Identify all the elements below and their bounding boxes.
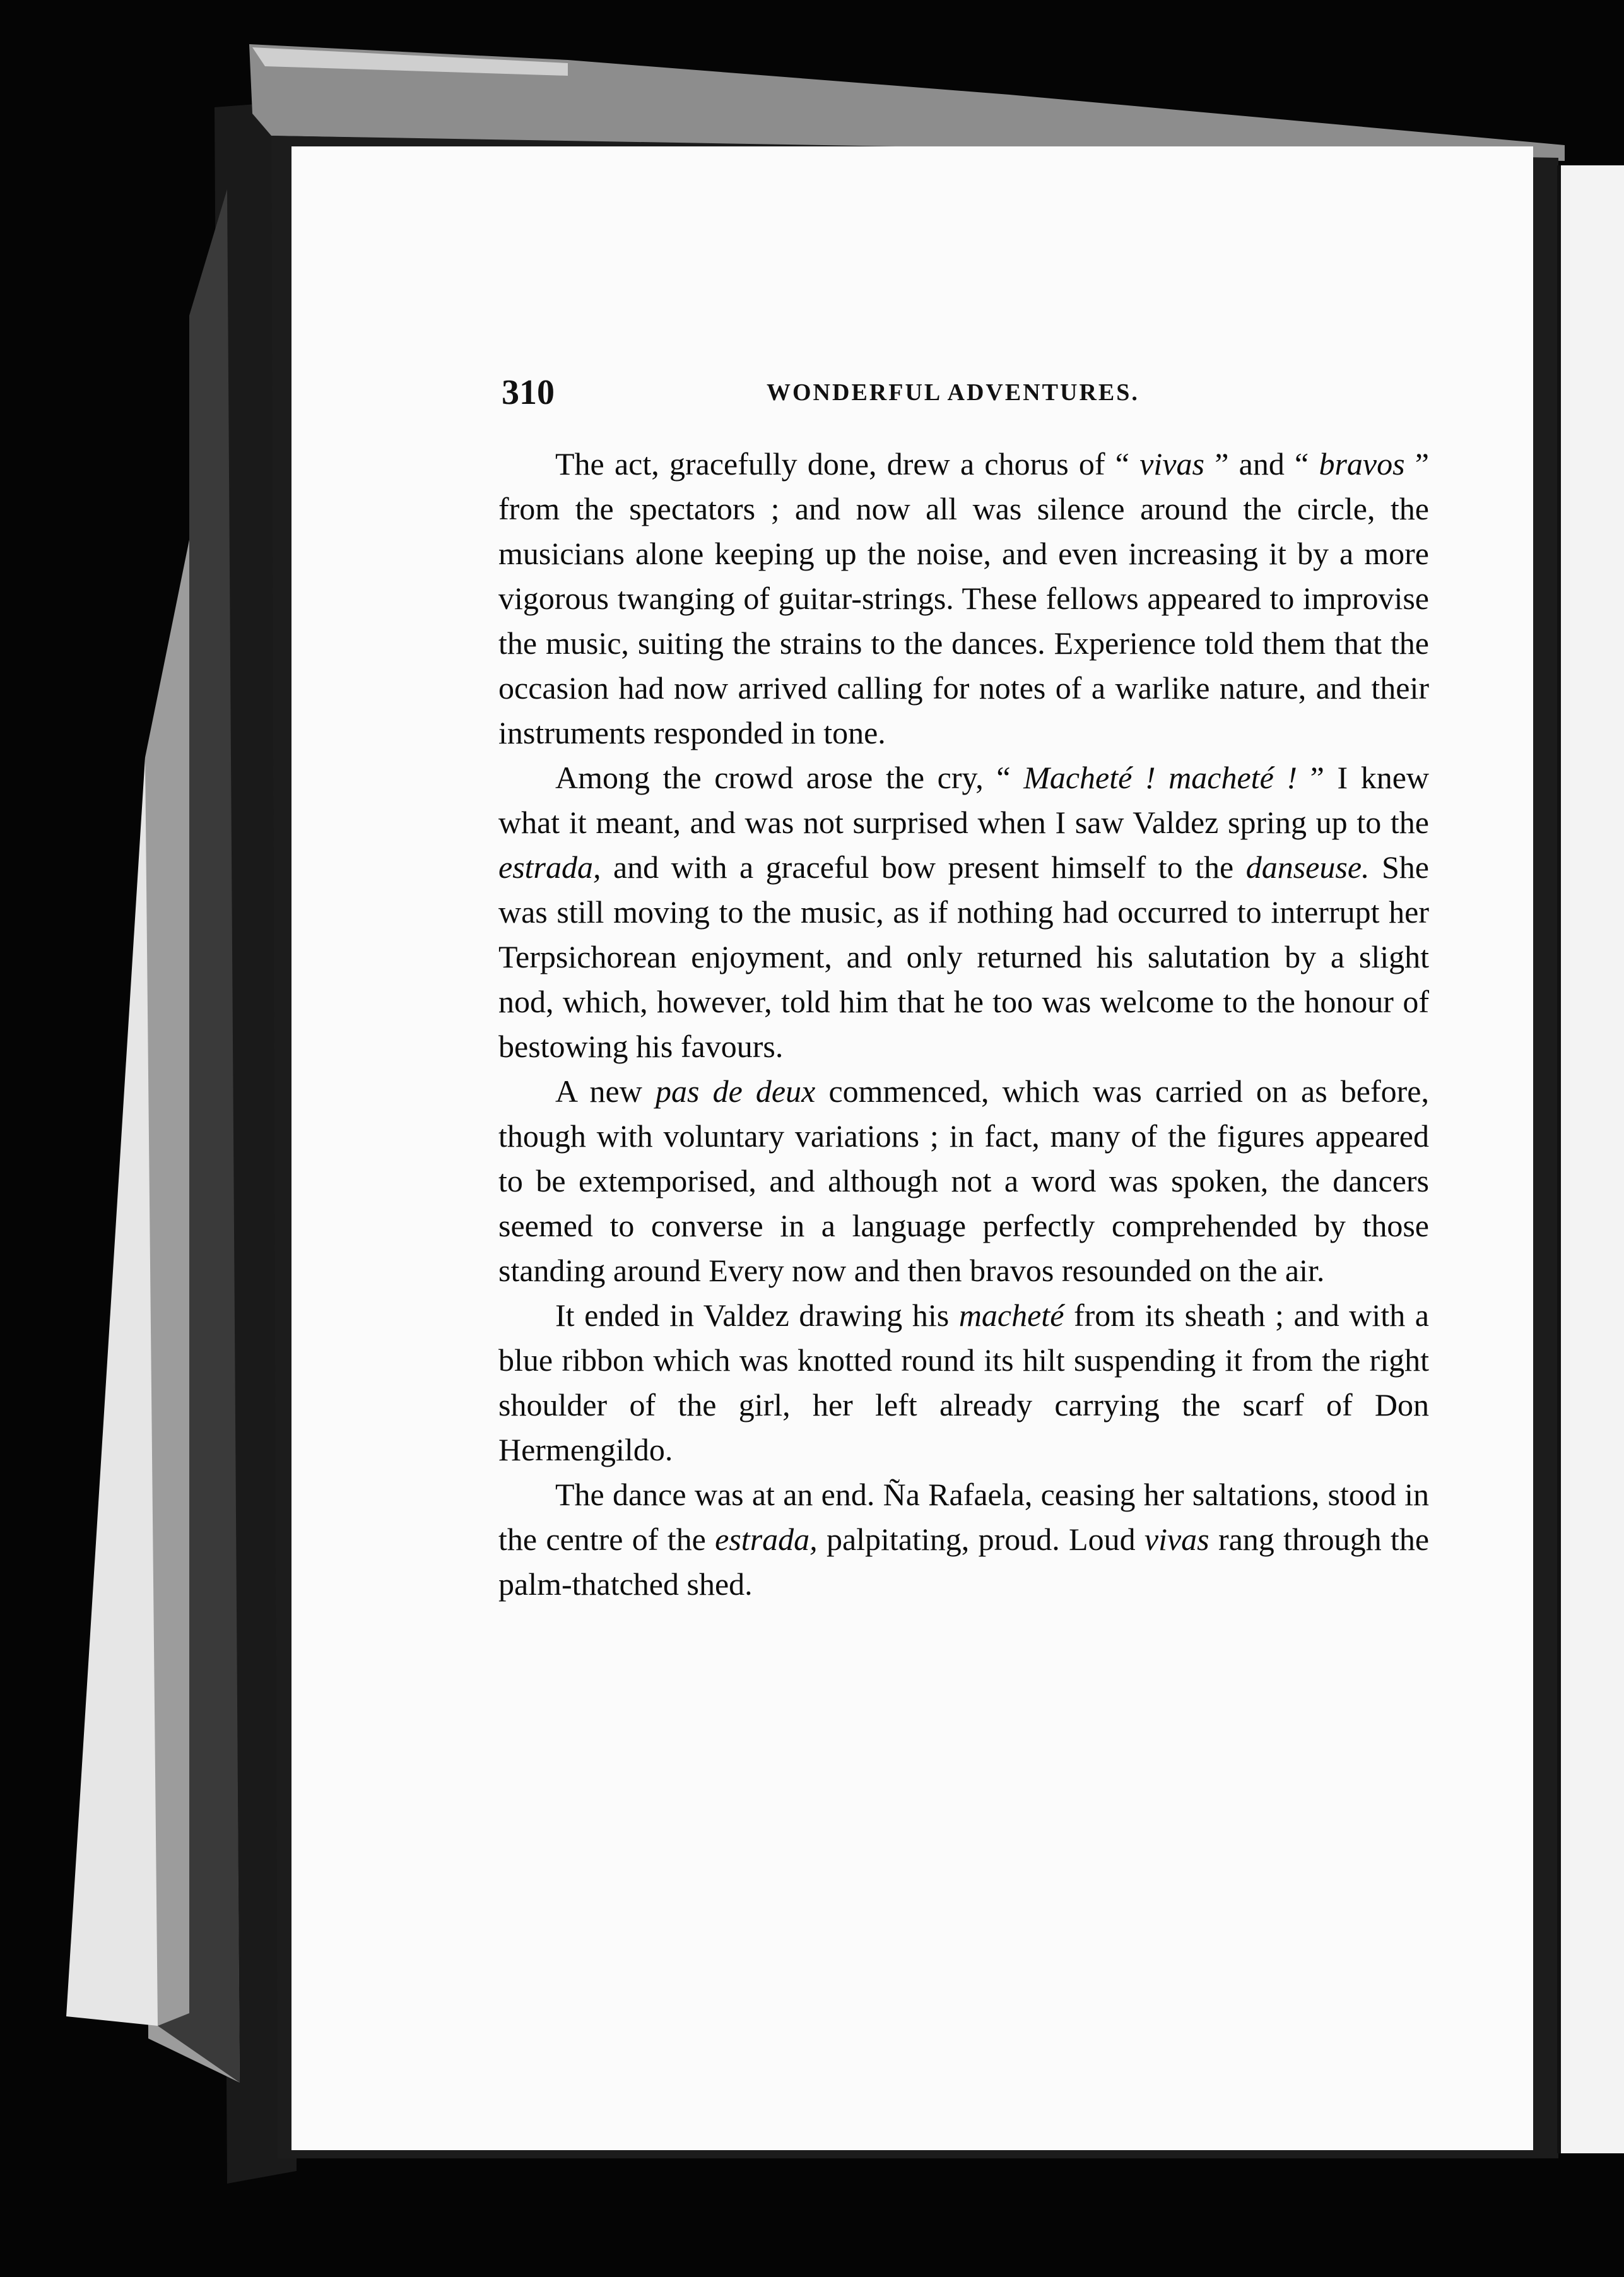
text-run: rang through the palm-thatched shed. <box>498 1522 1430 1602</box>
text-run: The dance was at an end. Ña Rafaela, ceasing her saltations, stood in the centre of the <box>498 1477 1429 1557</box>
paragraph <box>498 755 1429 1069</box>
text-run: palpitating, proud. Loud <box>817 1522 1144 1557</box>
paragraph <box>498 1069 1429 1293</box>
italic-text: danseuse. <box>1245 849 1370 885</box>
paragraph <box>498 1293 1429 1472</box>
italic-text: macheté <box>958 1298 1064 1333</box>
text-run: commenced, which was carried on as before, though with voluntary variations ; in fact, many of the figures appeared to be extemporised, and although not a word was spoken, the dancers seemed to converse in a language perfectly comprehended by those standing around Every now and then bravos resounded on the air. <box>498 1073 1429 1288</box>
italic-text: bravos <box>1319 446 1405 482</box>
text-run: from its sheath ; and with a blue ribbon which was knotted round its hilt suspending it from the right shoulder of the girl, her left already carrying the scarf of Don Hermengildo. <box>498 1298 1429 1467</box>
text-run: It ended in Valdez drawing his <box>555 1298 959 1333</box>
text-run: ” from the spectators ; and now all was silence around the circle, the musicians alone keeping up the noise, and even increasing it by a more vigorous twanging of guitar-strings. These fellows appeared to improvise the music, suiting the strains to the dances. Experience told them that the occasion had now arrived calling for notes of a warlike nature, and their instruments responded in tone. <box>498 446 1430 750</box>
page-number: 310 <box>502 373 555 412</box>
italic-text: estrada, <box>715 1522 818 1557</box>
italic-text: vivas <box>1144 1522 1209 1557</box>
italic-text: Macheté ! macheté ! <box>1023 760 1298 795</box>
text-run: The act, gracefully done, drew a chorus of “ <box>555 446 1140 482</box>
facing-page-edge <box>1557 165 1624 2153</box>
text-run: She was still moving to the music, as if nothing had occurred to interrupt her Terpsichorean enjoyment, and only returned his salutation by a slight nod, which, however, told him that he too was welcome to the honour of bestowing his favours. <box>498 849 1430 1064</box>
text-run: ” and “ <box>1204 446 1319 482</box>
paragraph <box>498 1472 1429 1607</box>
page-header <box>502 372 1428 417</box>
paragraph <box>498 442 1429 755</box>
running-title: WONDERFUL ADVENTURES. <box>767 379 1139 406</box>
text-run: A new <box>555 1073 656 1109</box>
text-run: Among the crowd arose the cry, “ <box>555 760 1024 795</box>
italic-text: vivas <box>1139 446 1204 482</box>
body-text <box>498 442 1429 1607</box>
italic-text: pas de deux <box>655 1073 816 1109</box>
page-edges-light <box>66 757 158 2026</box>
text-run: ” I knew what it meant, and was not surprised when I saw Valdez spring up to the <box>498 760 1430 840</box>
italic-text: estrada, <box>498 849 601 885</box>
text-run: and with a graceful bow present himself to the <box>601 849 1246 885</box>
